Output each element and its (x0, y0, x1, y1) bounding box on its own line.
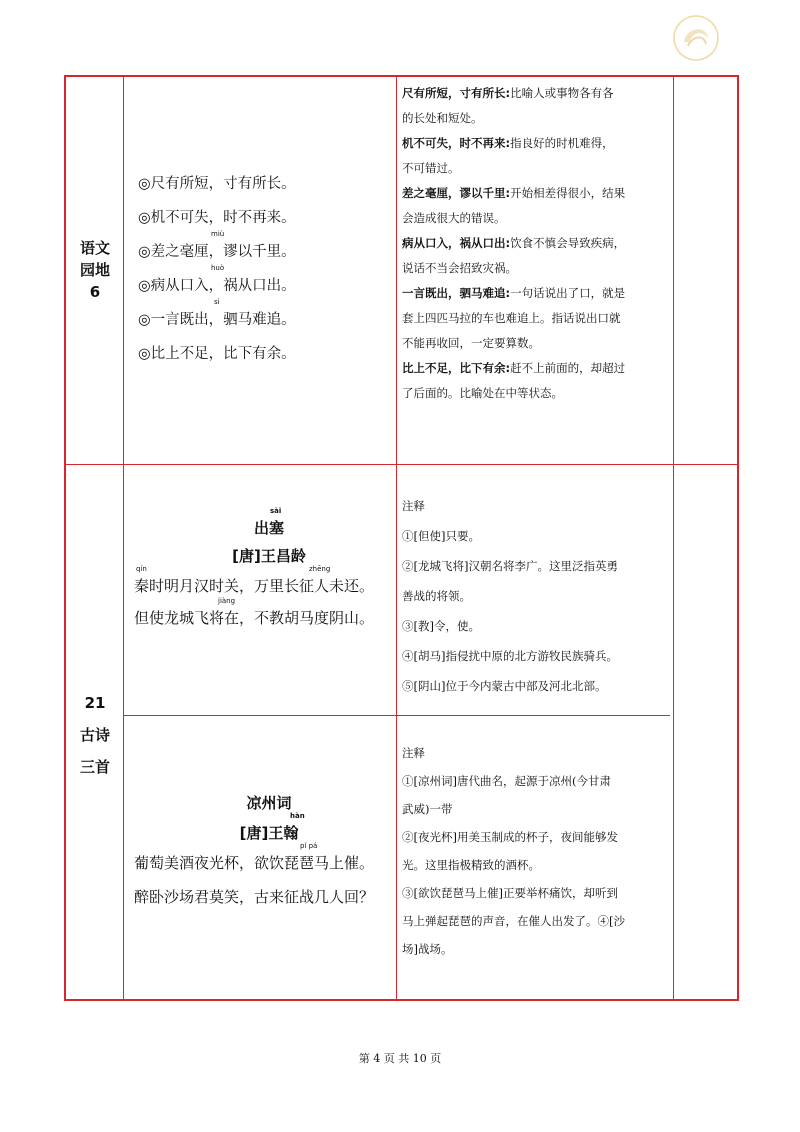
poem2-notes: 注释 ①[凉州词]唐代曲名，起源于凉州(今甘肃 武威)一带 ②[夜光杯]用美玉制成的杯子，夜间能够发 光。这里指极精致的酒杯。 ③[欲饮琵琶马上催]正要举杯痛饮，却听到 马上弹起琵琶的声音，在催人出发了。④[沙 场]战场。 (402, 746, 625, 956)
proverb-list (138, 172, 408, 376)
proverb-line: miù ◎差之毫厘，谬以千里。 (138, 230, 296, 260)
category-line: 语文 (79, 239, 110, 257)
proverb-line: huò ◎病从口入，祸从口出。 (138, 264, 296, 294)
poem-line: qín zhēng 秦时明月汉时关，万里长征人未还。 (134, 565, 375, 595)
category-line: 6 (89, 283, 101, 301)
poem-liangzhouci (134, 792, 404, 920)
poem-chusai (134, 507, 404, 639)
category-line: 三首 (79, 758, 110, 776)
proverb-line: sì ◎一言既出，驷马难追。 (138, 298, 296, 328)
category-line: 21 (84, 694, 106, 712)
page-footer: 第 4 页 共 10 页 (358, 1052, 442, 1065)
poem-title: sài 出塞 (253, 507, 284, 537)
publisher-logo-icon (672, 14, 720, 62)
poem-line: jiàng 但使龙城飞将在，不教胡马度阴山。 (134, 597, 375, 627)
poem-line: 醉卧沙场君莫笑，古来征战几人回？ (134, 888, 375, 906)
proverb-notes: 尺有所短，寸有所长:比喻人或事物各有各 的长处和短处。 机不可失，时不再来:指良好的时机难得， 不可错过。 差之毫厘，谬以千里:开始相差得很小，结果 会造成很大的错误。 病从口入，祸从口出:饮食不慎会导致疾病， 说话不当会招致灾祸。 一言既出，驷马难追:一句话说出了口，就是 套上四匹马拉的车也难追上。指话说出口就 不能再收回，一定要算数。 比上不足，比下有余:赶不上前面的，却超过 了后面的。比喻处在中等状态。 (402, 86, 626, 400)
category-line: 园地 (79, 261, 110, 279)
category-line: 古诗 (79, 726, 110, 744)
category-yuwen-yuandi (66, 237, 124, 303)
proverb-line: ◎机不可失，时不再来。 (138, 210, 296, 226)
proverb-line: ◎比上不足，比下有余。 (138, 346, 296, 362)
poem-author: hàn [唐]王翰 (239, 812, 305, 842)
category-lesson-21 (66, 687, 124, 783)
poem-line: pí pá 葡萄美酒夜光杯，欲饮琵琶马上催。 (134, 842, 375, 872)
poem-title: 凉州词 (246, 794, 292, 812)
proverb-line: ◎尺有所短，寸有所长。 (138, 176, 296, 192)
poem1-notes: 注释 ①[但使]只要。 ②[龙城飞将]汉朝名将李广。这里泛指英勇 善战的将领。 ③[教]令，使。 ④[胡马]指侵扰中原的北方游牧民族骑兵。 ⑤[阴山]位于今内蒙古中部及河北北部。 (402, 499, 618, 693)
poem-author: [唐]王昌龄 (232, 547, 306, 565)
table-frame (64, 75, 739, 1001)
